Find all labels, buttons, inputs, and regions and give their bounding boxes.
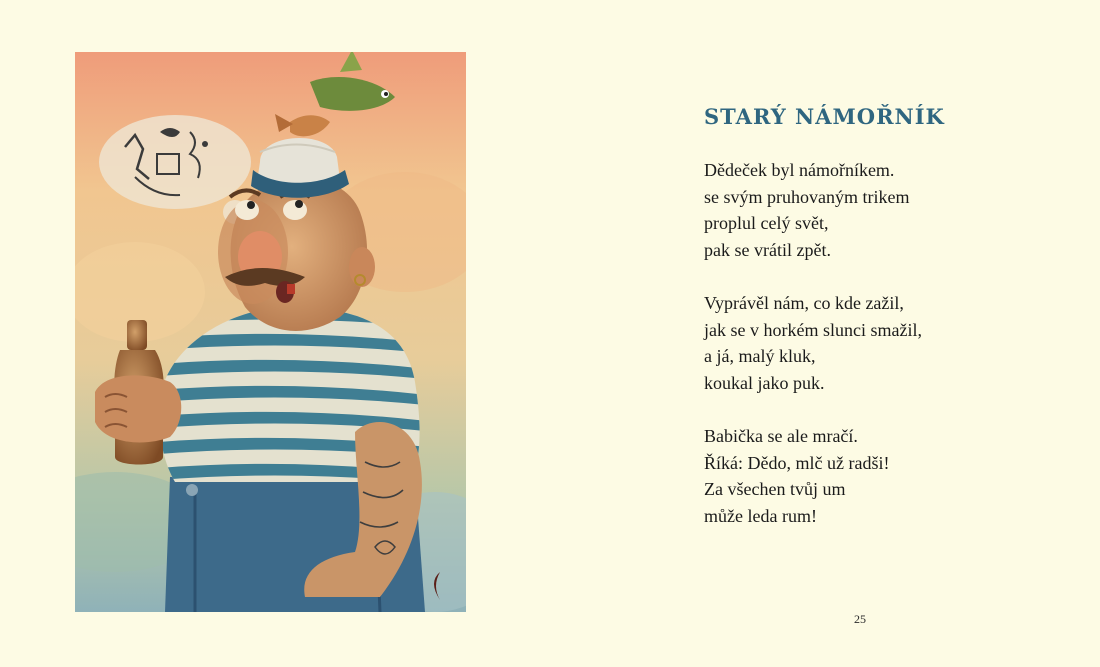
stanza-2 xyxy=(704,290,1064,396)
poem-line: Říká: Dědo, mlč už radši! xyxy=(704,452,890,473)
hand xyxy=(95,375,181,442)
stanza-1 xyxy=(704,157,1064,263)
poem-line: Babička se ale mračí. xyxy=(704,426,858,446)
page-number: 25 xyxy=(854,612,866,626)
poem-line: Za všechen tvůj um xyxy=(704,479,846,499)
sailor-painting xyxy=(75,52,466,612)
poem-line: se svým pruhovaným trikem xyxy=(704,186,910,207)
sailor-illustration xyxy=(75,52,466,612)
poem-line: a já, malý kluk, xyxy=(704,346,816,366)
poem-line: Vyprávěl nám, co kde zažil, xyxy=(704,293,904,313)
poem-line: koukal jako puk. xyxy=(704,372,825,393)
poem-line: Dědeček byl námořníkem. xyxy=(704,160,895,180)
poem-line: jak se v horkém slunci smažil, xyxy=(704,319,922,340)
poem-line: pak se vrátil zpět. xyxy=(704,239,831,260)
poem-line: může leda rum! xyxy=(704,505,817,526)
stanza-3 xyxy=(704,423,1064,529)
poem xyxy=(704,104,1064,556)
poem-title: STARÝ NÁMOŘNÍK xyxy=(704,104,945,129)
poem-line: proplul celý svět, xyxy=(704,213,829,233)
